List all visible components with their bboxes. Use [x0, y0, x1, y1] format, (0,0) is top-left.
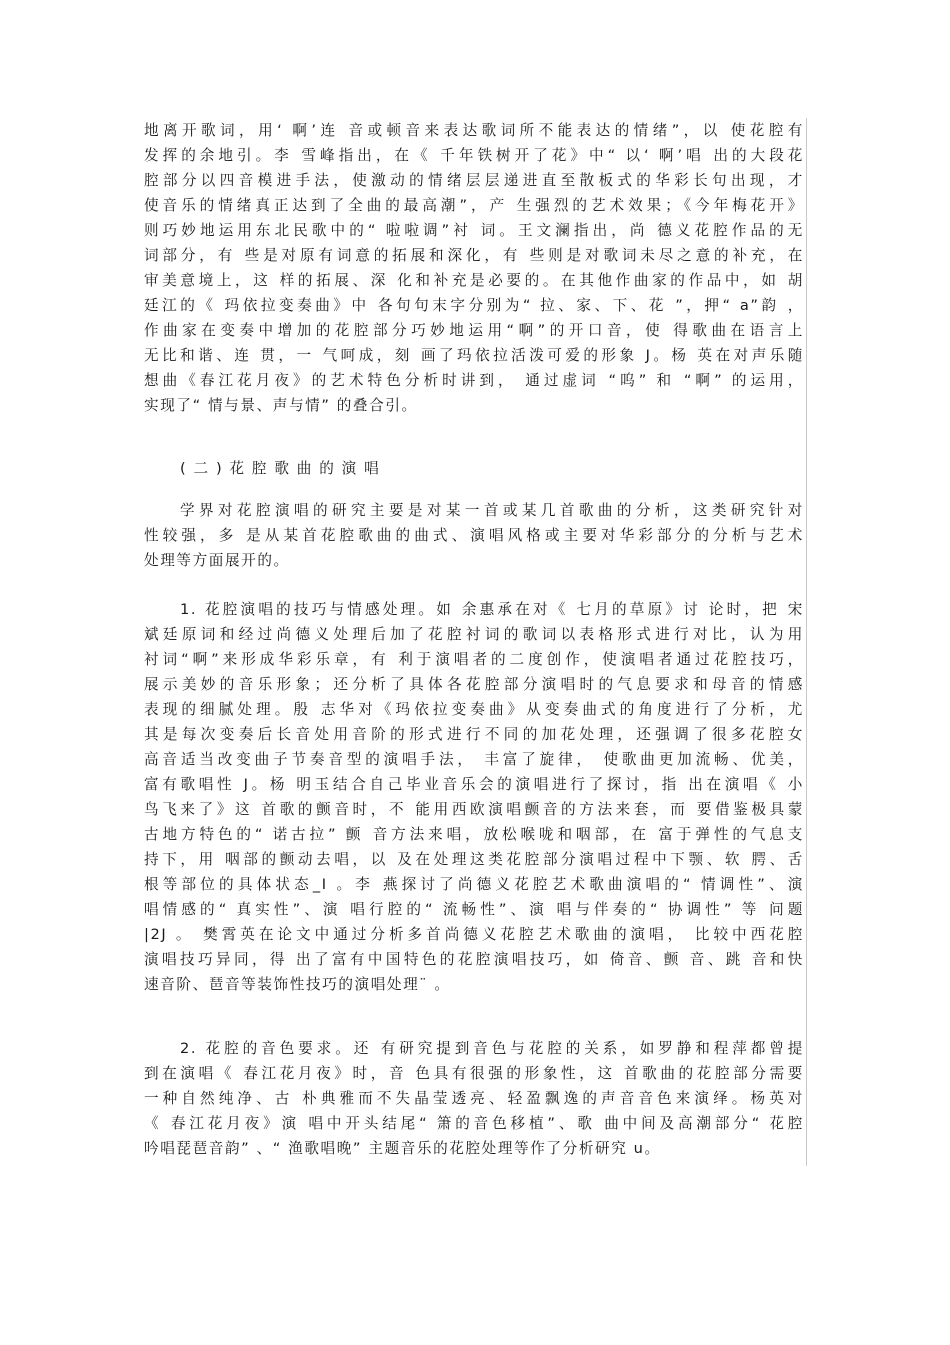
paragraph-line: 审美意境上，这 样的拓展、深 化和补充是必要的。在其他作曲家的作品中，如 胡 — [144, 272, 804, 289]
paragraph-line: 演唱技巧异同，得 出了富有中国特色的花腔演唱技巧，如 倚音、颤 音、跳 音和快 — [144, 951, 804, 968]
paragraph-line: 词部分，有 些是对原有词意的拓展和深化，有 些则是对歌词未尽之意的补充，在 — [144, 247, 804, 264]
paragraph-line: 吟唱琵琶音韵” 、“ 渔歌唱晚” 主题音乐的花腔处理等作了分析研究 u。 — [144, 1140, 661, 1157]
paragraph-3 — [144, 597, 804, 997]
paragraph-line: 展示美妙的音乐形象；还分析了具体各花腔部分演唱时的气息要求和母音的情感 — [144, 676, 804, 693]
paragraph-line: 表现的细腻处理。殷 志华对《玛依拉变奏曲》从变奏曲式的角度进行了分析，尤 — [144, 701, 804, 718]
paragraph-line: 其是每次变奏后长音处用音阶的形式进行不同的加花处理，还强调了很多花腔女 — [144, 726, 804, 743]
paragraph-line: 斌廷原词和经过尚德义处理后加了花腔衬词的歌词以表格形式进行对比，认为用 — [144, 626, 804, 643]
paragraph-line: 古地方特色的“ 诺古拉” 颤 音方法来唱，放松喉咙和咽部，在 富于弹性的气息支 — [144, 826, 804, 843]
paragraph-line: 使音乐的情绪真正达到了全曲的最高潮”，产 生强烈的艺术效果；《今年梅花开》 — [144, 197, 804, 214]
paragraph-4 — [144, 1036, 804, 1161]
paragraph-line: 腔部分以四音模进手法，使激动的情绪层层递进直至散板式的华彩长句出现，才 — [144, 172, 804, 189]
paragraph-2 — [144, 498, 804, 573]
paragraph-line: 发挥的余地引。李 雪峰指出，在《 千年铁树开了花》中“ 以‘ 啊’唱 出的大段花 — [144, 147, 804, 164]
paragraph-line: 唱情感的“ 真实性”、演 唱行腔的“ 流畅性”、演 唱与伴奏的“ 协调性” 等 问题 — [144, 901, 804, 918]
paragraph-line: 一种自然纯净、古 朴典雅而不失晶莹透亮、轻盈飘逸的声音音色来演绎。杨英对 — [144, 1090, 804, 1107]
paragraph-line: 学界对花腔演唱的研究主要是对某一首或某几首歌曲的分析，这类研究针对 — [180, 502, 804, 519]
paragraph-line: 想曲《春江花月夜》的艺术特色分析时讲到， 通过虚词 “呜” 和 “啊” 的运用， — [144, 372, 804, 389]
paragraph-line: 高音适当改变曲子节奏音型的演唱手法， 丰富了旋律， 使歌曲更加流畅、优美， — [144, 751, 804, 768]
paragraph-line: 作曲家在变奏中增加的花腔部分巧妙地运用“啊”的开口音，使 得歌曲在语言上 — [144, 322, 804, 339]
paragraph-line: 《 春江花月夜》演 唱中开头结尾“ 箫的音色移植”、歌 曲中间及高潮部分“ 花腔 — [144, 1115, 804, 1132]
paragraph-line: 鸟飞来了》这 首歌的颤音时，不 能用西欧演唱颤音的方法来套，而 要借鉴极具蒙 — [144, 801, 804, 818]
paragraph-1 — [144, 118, 804, 418]
paragraph-line: 处理等方面展开的。 — [144, 552, 290, 569]
paragraph-line: |2J 。 樊霄英在论文中通过分析多首尚德义花腔艺术歌曲的演唱， 比较中西花腔 — [144, 926, 804, 943]
paragraph-line: 富有歌唱性 J。杨 明玉结合自己毕业音乐会的演唱进行了探讨，指 出在演唱《 小 — [144, 776, 804, 793]
page-margin-rule — [806, 118, 807, 1166]
paragraph-line: 地离开歌词，用‘ 啊’连 音或顿音来表达歌词所不能表达的情绪”，以 使花腔有 — [144, 122, 804, 139]
paragraph-line: 根等部位的具体状态_I 。李 燕探讨了尚德义花腔艺术歌曲演唱的“ 情调性”、演 — [144, 876, 804, 893]
paragraph-line: 2. 花腔的音色要求。还 有研究提到音色与花腔的关系，如罗静和程萍都曾提 — [180, 1040, 804, 1057]
paragraph-line: 性较强，多 是从某首花腔歌曲的曲式、演唱风格或主要对华彩部分的分析与艺术 — [144, 527, 804, 544]
paragraph-line: 廷江的《 玛依拉变奏曲》中 各句句末字分别为“ 拉、家、下、花 ”，押“ a”韵 ， — [144, 297, 804, 314]
paragraph-line: 到在演唱《 春江花月夜》时，音 色具有很强的形象性，这 首歌曲的花腔部分需要 — [144, 1065, 804, 1082]
section-heading: ( 二 ) 花 腔 歌 曲 的 演 唱 — [180, 460, 381, 477]
paragraph-line: 则巧妙地运用东北民歌中的“ 啦啦调”衬 词。王文澜指出，尚 德义花腔作品的无 — [144, 222, 804, 239]
paragraph-line: 速音阶、琶音等装饰性技巧的演唱处理¨ 。 — [144, 976, 451, 993]
paragraph-line: 1. 花腔演唱的技巧与情感处理。如 余惠承在对《 七月的草原》讨 论时，把 宋 — [180, 601, 804, 618]
paragraph-line: 无比和谐、连 贯，一 气呵成，刻 画了玛依拉活泼可爱的形象 J。杨 英在对声乐随 — [144, 347, 804, 364]
paragraph-line: 持下，用 咽部的颤动去唱，以 及在处理这类花腔部分演唱过程中下颚、软 腭、舌 — [144, 851, 804, 868]
paragraph-line: 衬词“啊”来形成华彩乐章，有 利于演唱者的二度创作，使演唱者通过花腔技巧， — [144, 651, 804, 668]
paragraph-line: 实现了“ 情与景、声与情” 的叠合引。 — [144, 397, 418, 414]
